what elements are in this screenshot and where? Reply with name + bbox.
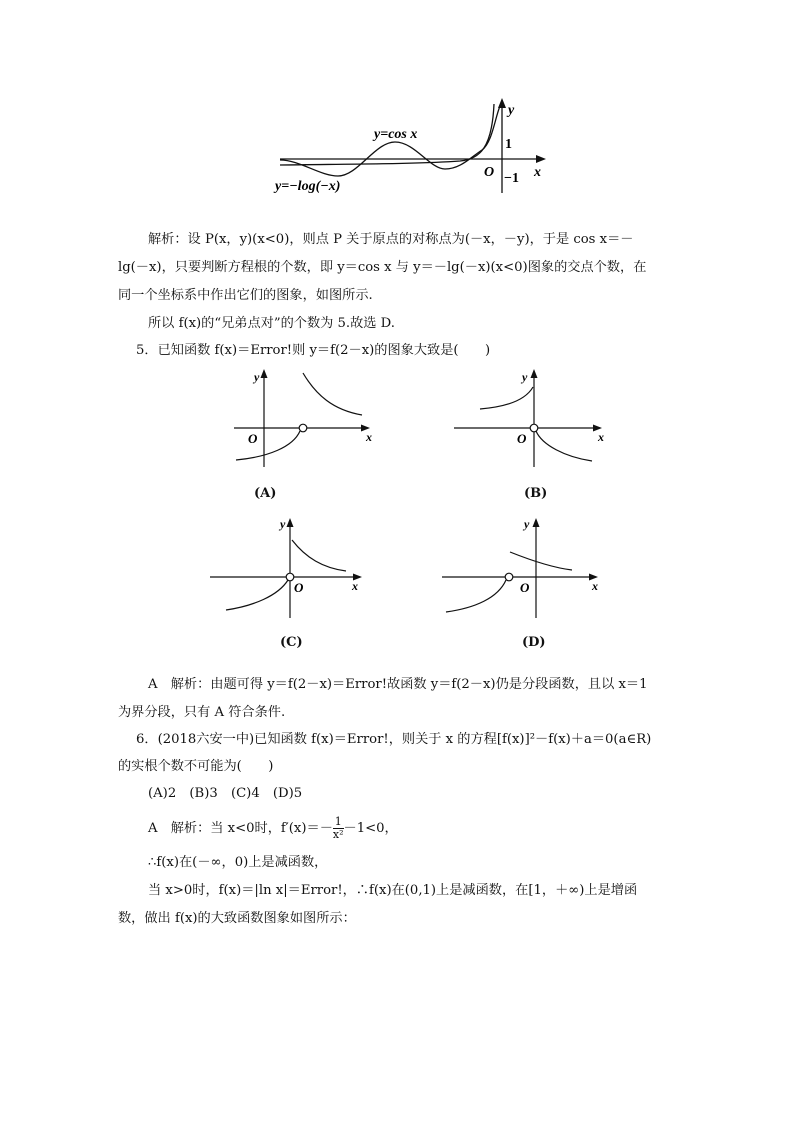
q6-sol-line4: 数，做出 f(x)的大致函数图象如图所示：: [118, 911, 356, 926]
svg-text:x: x: [366, 430, 372, 444]
q6-sol-line2: ∴f(x)在(－∞，0)上是减函数，: [148, 855, 328, 870]
q4-sol-line3: 同一个坐标系中作出它们的图象，如图所示.: [118, 288, 373, 303]
q5-answer-line2: 为界分段，只有 A 符合条件.: [118, 705, 286, 720]
svg-text:O: O: [248, 431, 258, 446]
graph-a: [228, 365, 378, 470]
caption-b: (B): [524, 486, 548, 501]
svg-text:x: x: [598, 430, 604, 444]
q6-sol-line3: 当 x>0时，f(x)＝|ln x|＝Error!，∴f(x)在(0,1)上是减函数，在[1，＋∞)上是增函: [148, 883, 638, 898]
label-one: 1: [505, 137, 512, 152]
svg-text:x: x: [592, 579, 598, 593]
q4-sol-line2: lg(－x)，只要判断方程根的个数，即 y＝cos x 与 y＝－lg(－x)(x<0)图象的交点个数，在: [118, 260, 647, 275]
svg-text:y: y: [522, 370, 528, 384]
figure-cos-log: [270, 98, 560, 198]
q4-sol-line4: 所以 f(x)的“兄弟点对”的个数为 5.故选 D.: [148, 316, 395, 331]
svg-text:y: y: [524, 517, 530, 531]
label-y: y: [508, 103, 515, 118]
label-cos: y=cos x: [374, 127, 418, 142]
label-x: x: [534, 165, 541, 180]
svg-text:O: O: [294, 580, 304, 595]
q6-options: (A)2 (B)3 (C)4 (D)5: [148, 786, 303, 801]
svg-text:O: O: [517, 431, 527, 446]
svg-text:O: O: [520, 580, 530, 595]
svg-text:x: x: [352, 579, 358, 593]
x-axis-arrow: [536, 155, 546, 163]
q6-stem-line1: 6．(2018六安一中)已知函数 f(x)＝Error!，则关于 x 的方程[f(x)]²－f(x)＋a＝0(a∈R): [136, 732, 652, 747]
caption-c: (C): [280, 635, 303, 650]
graph-b: [450, 365, 615, 470]
q6-stem-line2: 的实根个数不可能为( ): [118, 759, 274, 774]
label-log: y=−log(−x): [275, 179, 341, 194]
q6-sol-line1: A 解析：当 x<0时，f′(x)＝－ $\frac{1}{\text{x²}}$ －1<0，: [148, 815, 398, 841]
svg-text:y: y: [280, 517, 286, 531]
caption-d: (D): [522, 635, 546, 650]
label-origin: O: [484, 165, 495, 180]
q4-sol-line1: 解析：设 P(x，y)(x<0)，则点 P 关于原点的对称点为(－x，－y)，于是 cos x＝－: [148, 232, 634, 247]
fraction: $\frac{1}{\text{x²}}$: [332, 815, 344, 841]
caption-a: (A): [254, 486, 277, 501]
label-neg-one: −1: [504, 171, 519, 186]
graph-c: [208, 510, 373, 620]
svg-text:y: y: [254, 370, 260, 384]
q5-stem: 5．已知函数 f(x)＝Error!则 y＝f(2－x)的图象大致是( ): [136, 343, 491, 358]
graph-d: [440, 510, 610, 620]
q5-answer-line1: A 解析：由题可得 y＝f(2－x)＝Error!故函数 y＝f(2－x)仍是分段函数，且以 x＝1: [148, 677, 648, 692]
